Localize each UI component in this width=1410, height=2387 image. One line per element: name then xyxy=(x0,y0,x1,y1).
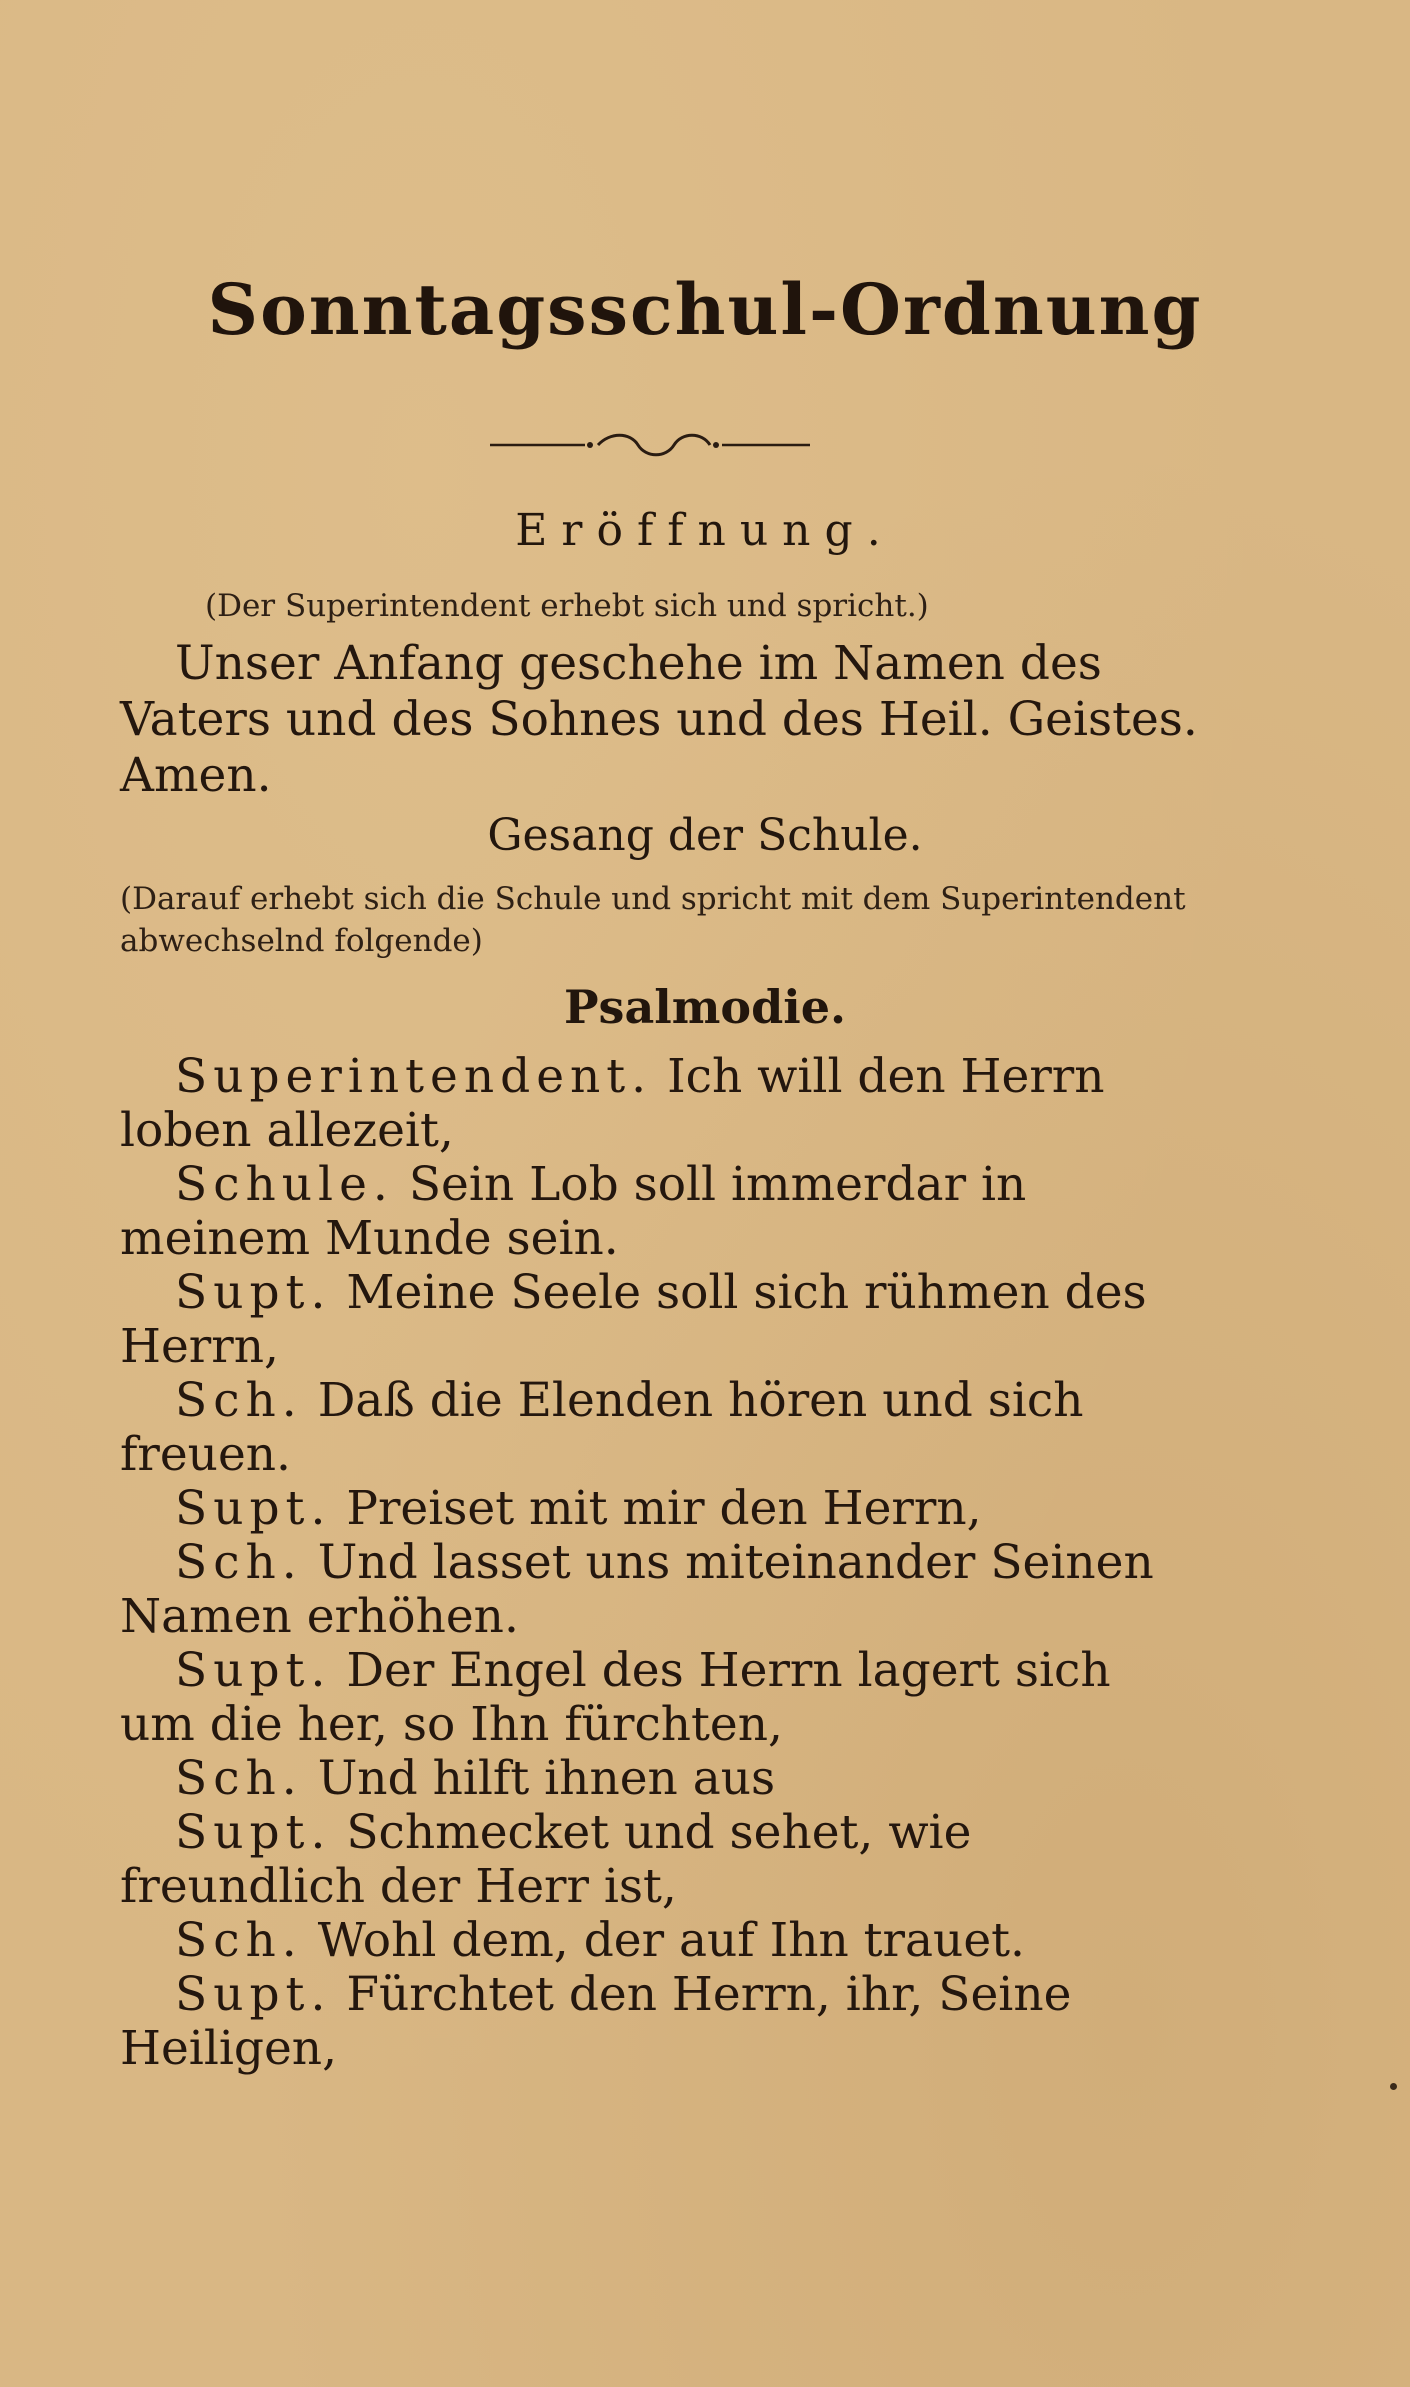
psalm-verse: Und hilft ihnen aus xyxy=(317,1751,776,1806)
psalm-verse: Wohl dem, der auf Ihn trauet. xyxy=(317,1913,1025,1968)
psalm-verse: Und lasset uns miteinander Seinen Namen erhöhen. xyxy=(120,1535,1154,1644)
page-title: Sonntagsschul-Ordnung xyxy=(207,268,1203,351)
ink-speck xyxy=(1390,2083,1397,2090)
psalm-speaker: Supt. xyxy=(175,1805,332,1860)
psalm-verse: Daß die Elenden hören und sich freuen. xyxy=(120,1373,1084,1482)
psalm-line xyxy=(120,1968,1200,2076)
psalm-line xyxy=(120,1806,1200,1914)
singing-heading: Gesang der Schule. xyxy=(487,810,923,861)
psalm-speaker: Sch. xyxy=(175,1751,303,1806)
psalm-verse: Schmecket und sehet, wie freundlich der Herr ist, xyxy=(120,1805,972,1914)
psalm-line xyxy=(120,1914,1200,1968)
psalm-verse: Fürchtet den Herrn, ihr, Seine Heiligen, xyxy=(120,1967,1072,2076)
psalm-speaker: Sch. xyxy=(175,1373,303,1428)
psalm-speaker: Sch. xyxy=(175,1913,303,1968)
psalm-line xyxy=(120,1482,1200,1536)
psalm-speaker: Supt. xyxy=(175,1481,332,1536)
psalm-speaker: Sch. xyxy=(175,1535,303,1590)
psalm-speaker: Schule. xyxy=(175,1157,394,1212)
psalm-line xyxy=(120,1050,1200,1158)
psalm-line xyxy=(120,1266,1200,1374)
opening-text-block xyxy=(120,636,1200,804)
opening-heading: Eröffnung. xyxy=(515,505,895,556)
psalm-speaker: Supt. xyxy=(175,1643,332,1698)
psalmody-heading: Psalmodie. xyxy=(563,980,847,1034)
psalm-speaker: Supt. xyxy=(175,1265,332,1320)
psalm-verse: Meine Seele soll sich rühmen des Herrn, xyxy=(120,1265,1147,1374)
ornament-divider xyxy=(490,430,810,460)
psalmody-dialogue xyxy=(120,1050,1200,2076)
opening-text: Unser Anfang geschehe im Namen des Vaters und des Sohnes und des Heil. Geistes. Amen. xyxy=(120,636,1198,803)
opening-note: (Der Superintendent erhebt sich und spricht.) xyxy=(205,588,929,624)
singing-note: (Darauf erhebt sich die Schule und spricht mit dem Superintendent abwechselnd folgende) xyxy=(120,881,1186,959)
psalm-line xyxy=(120,1158,1200,1266)
psalm-speaker: Superintendent. xyxy=(175,1049,653,1104)
psalm-verse: Sein Lob soll immerdar in meinem Munde sein. xyxy=(120,1157,1027,1266)
psalm-line xyxy=(120,1644,1200,1752)
psalm-verse: Der Engel des Herrn lagert sich um die her, so Ihn fürchten, xyxy=(120,1643,1111,1752)
psalm-verse: Preiset mit mir den Herrn, xyxy=(346,1481,982,1536)
psalm-line xyxy=(120,1752,1200,1806)
psalm-line xyxy=(120,1536,1200,1644)
psalm-verse: Ich will den Herrn loben allezeit, xyxy=(120,1049,1105,1158)
psalm-line xyxy=(120,1374,1200,1482)
psalm-speaker: Supt. xyxy=(175,1967,332,2022)
